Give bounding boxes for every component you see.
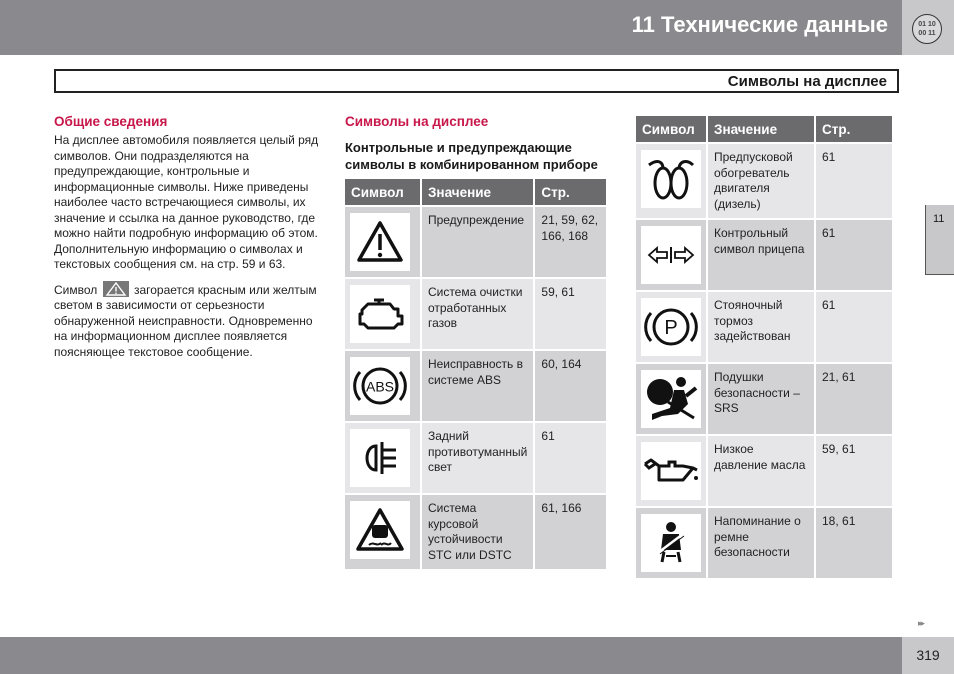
symbol-cell [345,495,420,569]
pages-cell: 61, 166 [535,495,606,569]
col-header-pages: Стр. [535,179,606,205]
meaning-cell: Контрольный символ прицепа [708,220,814,290]
seatbelt-icon [641,514,701,572]
pages-cell: 61 [816,144,892,218]
general-paragraph-1: На дисплее автомобиля появляется целый ряд символов. Они подразделяются на предупреждающие, контрольные и информационные символы. Ниже приведены наиболее часто встречающиеся символы, их значение и ссылка на данное руководство, где можно найти подробную информацию об этом. Дополнительную информацию о символах и текстовых сообщения см. на стр. 59 и 63. [54,133,319,271]
meaning-cell: Напоминание о ремне безопасности [708,508,814,578]
meaning-cell: Низкое давление масла [708,436,814,506]
col-header-pages: Стр. [816,116,892,142]
symbols-table-right [634,114,894,580]
table-row [636,144,892,218]
table-row [345,495,606,569]
pages-cell: 59, 61 [535,279,606,349]
svg-text:ABS: ABS [365,378,395,395]
next-page-arrows-icon: ▸▸ [918,618,924,628]
symbol-cell [636,364,706,434]
airbag-icon [641,370,701,428]
chapter-header-bar [0,0,902,55]
general-heading: Общие сведения [54,114,168,129]
table-row [345,207,606,277]
paragraph2-after: загорается красным или желтым светом в зависимости от серьезности обнаруженной неисправности. Одновременно на информационном дисплее появляется поясняющее текстовое сообщение. [54,282,317,359]
symbol-cell [636,144,706,218]
pages-cell: 59, 61 [816,436,892,506]
glow-plug-icon [641,150,701,208]
badge-line-1: 01 10 [918,21,936,28]
symbol-cell [636,436,706,506]
stability-control-icon [350,501,410,559]
chapter-badge-icon [912,14,942,44]
rear-fog-light-icon [350,429,410,487]
display-symbols-subheading: Контрольные и предупреждающие символы в комбинированном приборе [345,140,598,172]
symbol-cell [345,279,420,349]
pages-cell: 60, 164 [535,351,606,421]
meaning-cell: Задний противотуманный свет [422,423,533,493]
symbol-cell [345,423,420,493]
paragraph2-before: Символ [54,282,98,297]
col-header-symbol: Символ [636,116,706,142]
abs-icon [350,357,410,415]
section-title: Символы на дисплее [727,73,887,90]
table-row [636,292,892,362]
display-symbols-column [345,114,608,571]
trailer-icon [641,226,701,284]
table-row [345,423,606,493]
col-header-meaning: Значение [708,116,814,142]
table-row [636,220,892,290]
general-paragraph-2 [54,281,322,361]
meaning-cell: Система курсовой устойчивости STC или DSTC [422,495,533,569]
warning-triangle-icon [103,281,129,297]
chapter-title: 11 Технические данные [631,12,888,37]
table-row [345,279,606,349]
meaning-cell: Неисправность в системе ABS [422,351,533,421]
pages-cell: 61 [535,423,606,493]
symbol-cell [345,351,420,421]
footer-bar [0,637,902,674]
meaning-cell: Подушки безопасности – SRS [708,364,814,434]
pages-cell: 21, 59, 62, 166, 168 [535,207,606,277]
general-info-column [54,114,322,368]
symbols-table-left [343,177,608,571]
table-row [636,364,892,434]
col-header-meaning: Значение [422,179,533,205]
meaning-cell: Система очистки отработанных газов [422,279,533,349]
table-row [636,436,892,506]
oil-pressure-icon [641,442,701,500]
symbol-cell [636,220,706,290]
meaning-cell: Стояночный тормоз задействован [708,292,814,362]
badge-line-2: 00 11 [918,30,936,37]
symbols-table-right-column [636,114,900,580]
warning-triangle-icon [350,213,410,271]
page-number: 319 [902,637,954,674]
col-header-symbol: Символ [345,179,420,205]
symbol-cell [345,207,420,277]
symbol-cell [636,508,706,578]
table-row [636,508,892,578]
svg-text:P: P [664,317,678,339]
pages-cell: 61 [816,220,892,290]
check-engine-icon [350,285,410,343]
pages-cell: 18, 61 [816,508,892,578]
section-header-box [54,69,899,93]
pages-cell: 61 [816,292,892,362]
meaning-cell: Предупреждение [422,207,533,277]
parking-brake-icon [641,298,701,356]
display-symbols-heading: Символы на дисплее [345,114,489,129]
chapter-side-tab[interactable]: 11 [925,205,954,275]
symbol-cell [636,292,706,362]
chapter-badge [902,0,954,55]
pages-cell: 21, 61 [816,364,892,434]
meaning-cell: Предпусковой обогреватель двигателя (дизель) [708,144,814,218]
table-row [345,351,606,421]
